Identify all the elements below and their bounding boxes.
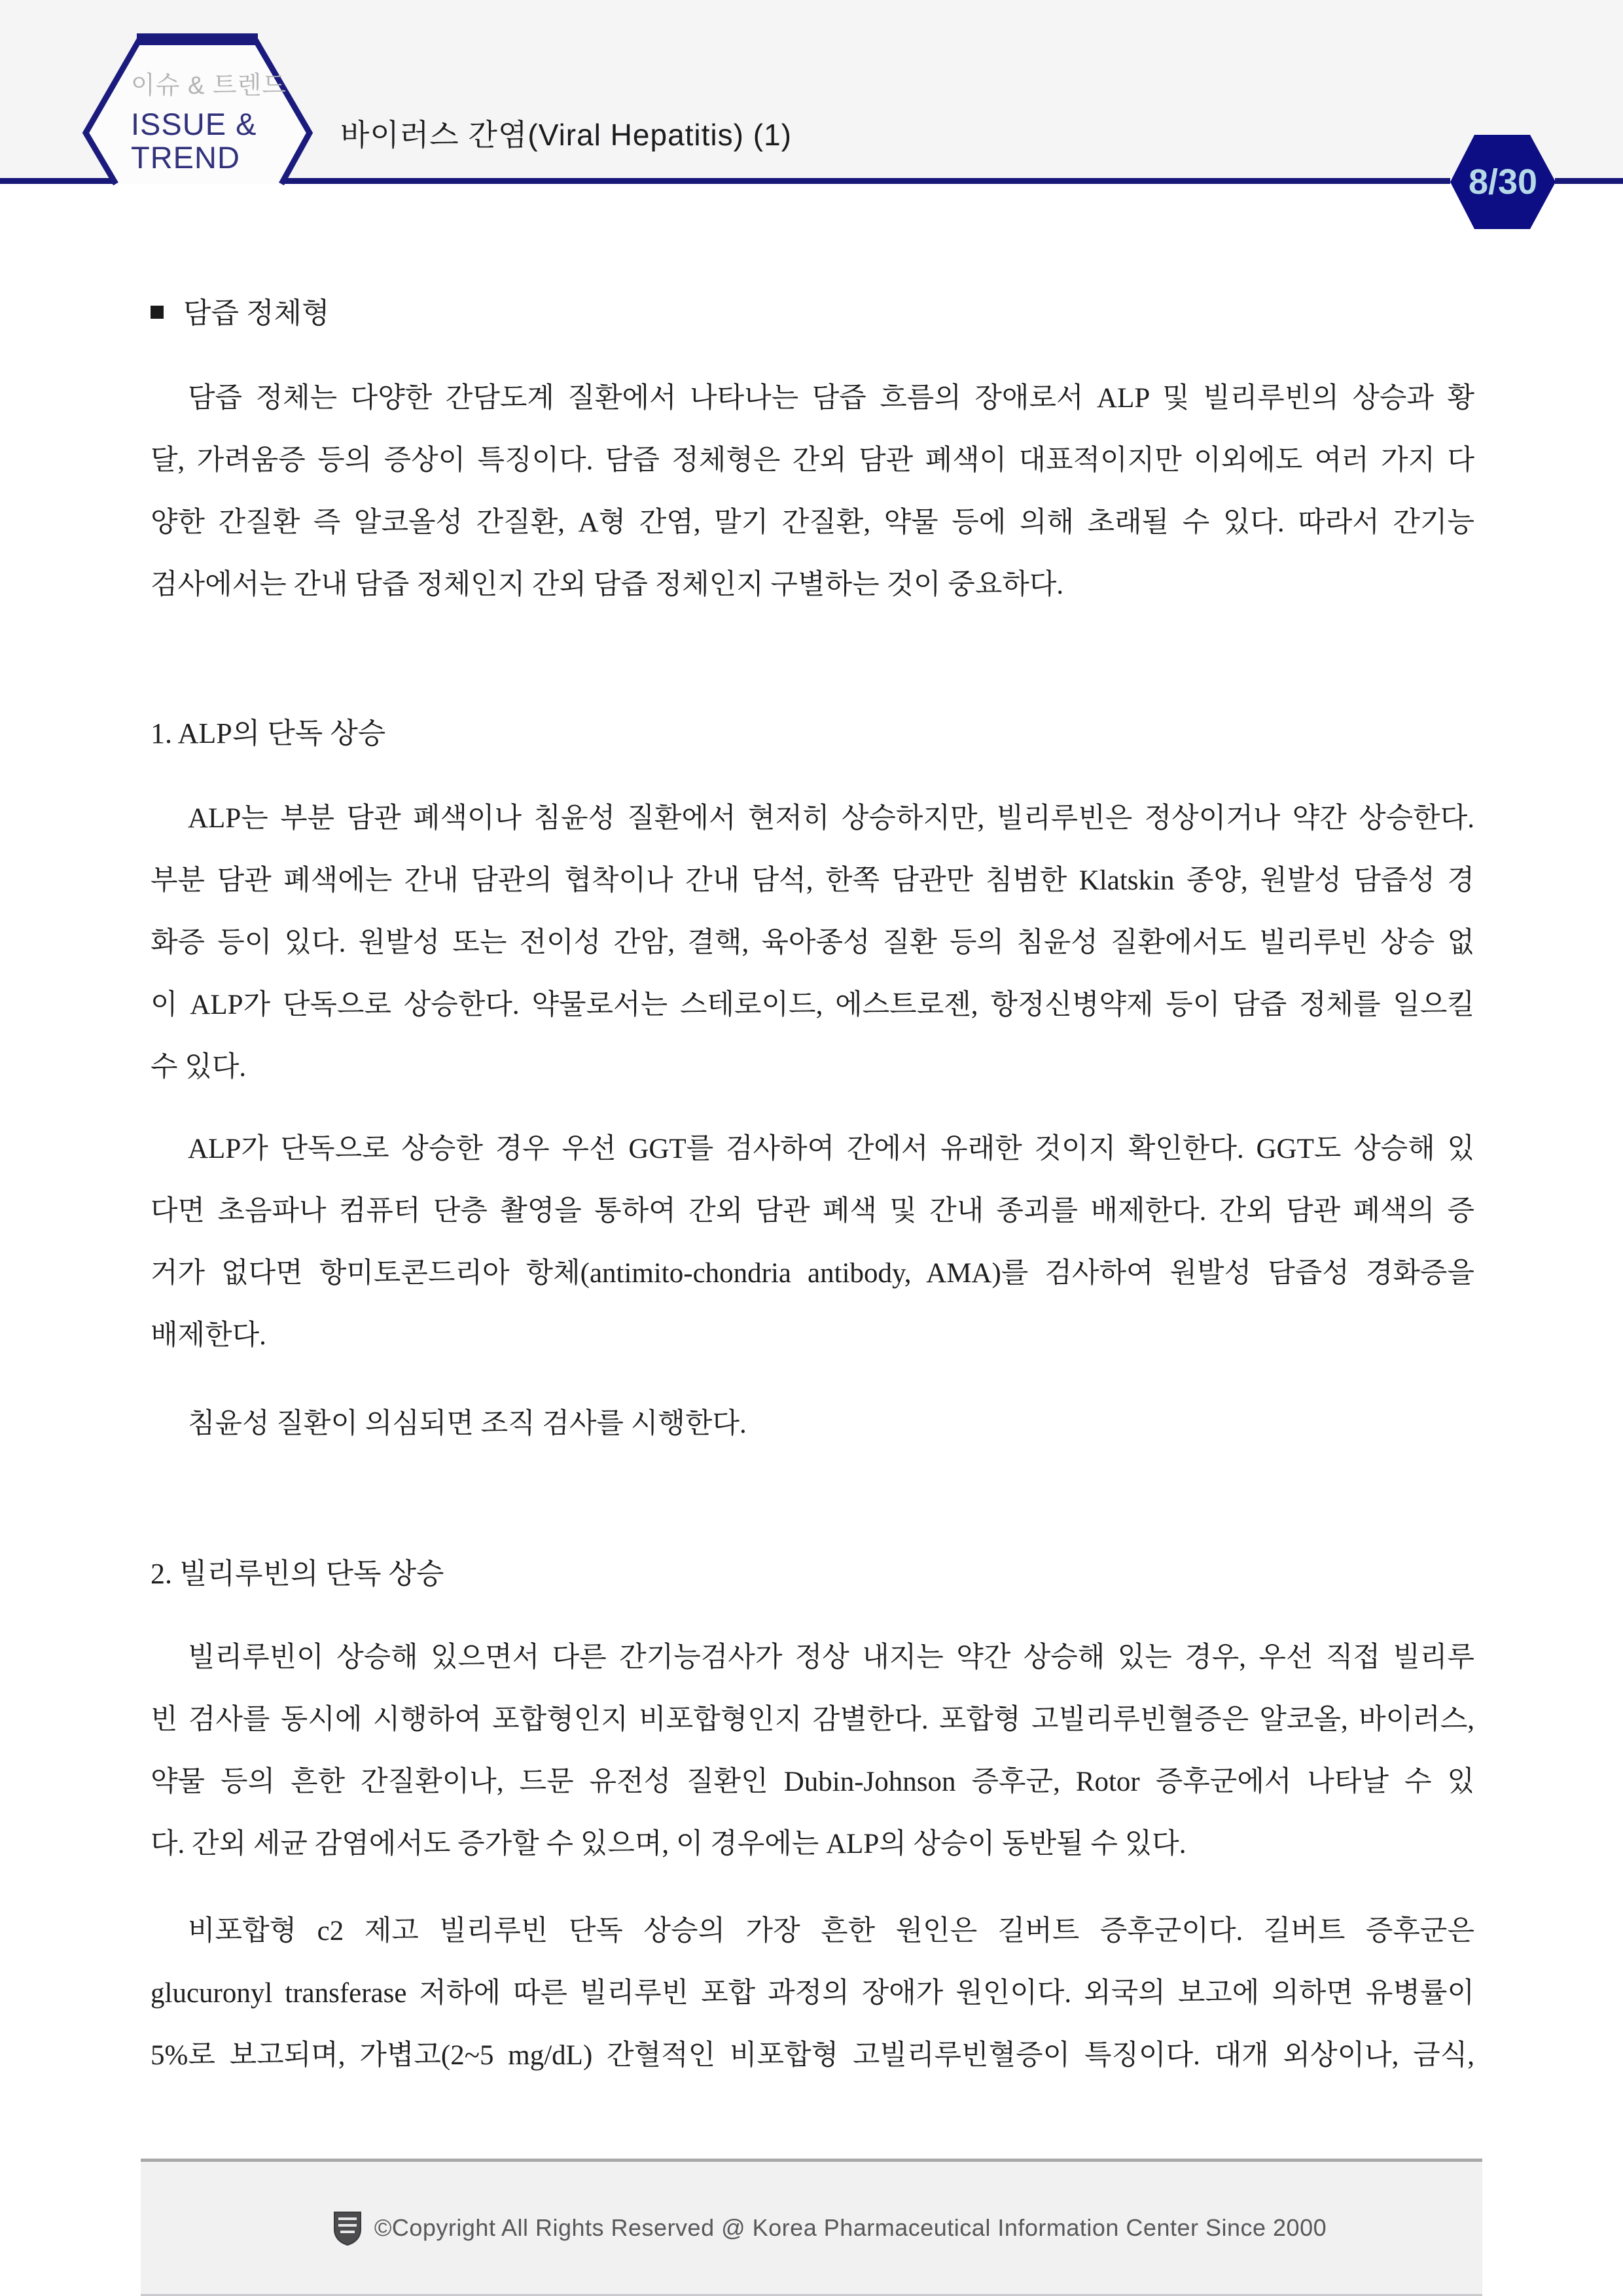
- body-line: 거가 없다면 항미토콘드리아 항체(antimito-chondria antibody, AMA)를 검사하여 원발성 담즙성 경화증을: [151, 1258, 1474, 1289]
- body-line: 달, 가려움증 등의 증상이 특징이다. 담즙 정체형은 간외 담관 폐색이 대표적이지만 이외에도 여러 가지 다: [151, 445, 1474, 476]
- paragraph: [151, 787, 1474, 1098]
- body-line: 다면 초음파나 컴퓨터 단층 촬영을 통하여 간외 담관 폐색 및 간내 종괴를 배제한다. 간외 담관 폐색의 증: [151, 1196, 1474, 1227]
- header-rule: [1555, 178, 1623, 184]
- section1-heading: 1. ALP의 단독 상승: [151, 717, 386, 749]
- badge-en-line1: ISSUE &: [131, 107, 257, 141]
- footer-content: [332, 2210, 1327, 2246]
- body-line: 다. 간외 세균 감염에서도 증가할 수 있으며, 이 경우에는 ALP의 상승이 동반될 수 있다.: [151, 1829, 1186, 1859]
- square-bullet-icon: [151, 306, 164, 319]
- issue-trend-badge: [131, 73, 287, 174]
- badge-kr-label: 이슈 & 트렌드: [131, 72, 287, 99]
- footer: [141, 2159, 1482, 2296]
- paragraph: [151, 1626, 1474, 1875]
- body-line: 이 ALP가 단독으로 상승한다. 약물로서는 스테로이드, 에스트로젠, 항정신병약제 등이 담즙 정체를 일으킬: [151, 990, 1474, 1020]
- body-line: 빌리루빈이 상승해 있으면서 다른 간기능검사가 정상 내지는 약간 상승해 있는 경우, 우선 직접 빌리루: [188, 1642, 1474, 1673]
- body-line: 비포합형 c2 제고 빌리루빈 단독 상승의 가장 흔한 원인은 길버트 증후군이다. 길버트 증후군은: [188, 1916, 1474, 1946]
- document-content: [0, 184, 1623, 2087]
- body-line: 침윤성 질환이 의심되면 조직 검사를 시행한다.: [188, 1408, 747, 1439]
- paragraph: [151, 1393, 1474, 1455]
- body-line: 검사에서는 간내 담즙 정체인지 간외 담즙 정체인지 구별하는 것이 중요하다.: [151, 569, 1064, 600]
- document-title: 바이러스 간염(Viral Hepatitis) (1): [340, 118, 792, 152]
- body-line: 수 있다.: [151, 1052, 247, 1083]
- body-line: ALP는 부분 담관 폐색이나 침윤성 질환에서 현저히 상승하지만, 빌리루빈은 정상이거나 약간 상승한다.: [188, 803, 1474, 834]
- body-line: 5%로 보고되며, 가볍고(2~5 mg/dL) 간혈적인 비포합형 고빌리루빈혈증이 특징이다. 대개 외상이나, 금식,: [151, 2040, 1474, 2071]
- body-line: glucuronyl transferase 저하에 따른 빌리루빈 포합 과정의 장애가 원인이다. 외국의 보고에 의하면 유병률이: [151, 1978, 1474, 2009]
- shield-icon: [332, 2210, 363, 2246]
- bullet-heading: [151, 294, 1474, 333]
- body-line: 약물 등의 흔한 간질환이나, 드문 유전성 질환인 Dubin-Johnson 증후군, Rotor 증후군에서 나타날 수 있: [151, 1767, 1474, 1797]
- body-line: 부분 담관 폐색에는 간내 담관의 협착이나 간내 담석, 한쪽 담관만 침범한 Klatskin 종양, 원발성 담즙성 경: [151, 865, 1474, 896]
- body-line: 빈 검사를 동시에 시행하여 포합형인지 비포합형인지 감별한다. 포합형 고빌리루빈혈증은 알코올, 바이러스,: [151, 1704, 1474, 1735]
- section2-heading: 2. 빌리루빈의 단독 상승: [151, 1558, 444, 1590]
- bullet-heading-label: 담즙 정체형: [183, 297, 330, 329]
- page-number: 8/30: [1468, 162, 1538, 202]
- paragraph: [151, 1118, 1474, 1367]
- header-rule: [279, 178, 1450, 184]
- body-line: 담즙 정체는 다양한 간담도계 질환에서 나타나는 담즙 흐름의 장애로서 ALP 및 빌리루빈의 상승과 황: [188, 383, 1474, 414]
- badge-en-line2: TREND: [131, 140, 240, 175]
- copyright-text: ©Copyright All Rights Reserved @ Korea Pharmaceutical Information Center Since 2000: [374, 2214, 1327, 2241]
- body-line: ALP가 단독으로 상승한 경우 우선 GGT를 검사하여 간에서 유래한 것이지 확인한다. GGT도 상승해 있: [188, 1134, 1474, 1164]
- body-line: 화증 등이 있다. 원발성 또는 전이성 간암, 결핵, 육아종성 질환 등의 침윤성 질환에서도 빌리루빈 상승 없: [151, 927, 1474, 958]
- body-line: 배제한다.: [151, 1320, 266, 1351]
- paragraph: [151, 1900, 1474, 2087]
- paragraph: [151, 367, 1474, 616]
- body-line: 양한 간질환 즉 알코올성 간질환, A형 간염, 말기 간질환, 약물 등에 의해 초래될 수 있다. 따라서 간기능: [151, 507, 1474, 538]
